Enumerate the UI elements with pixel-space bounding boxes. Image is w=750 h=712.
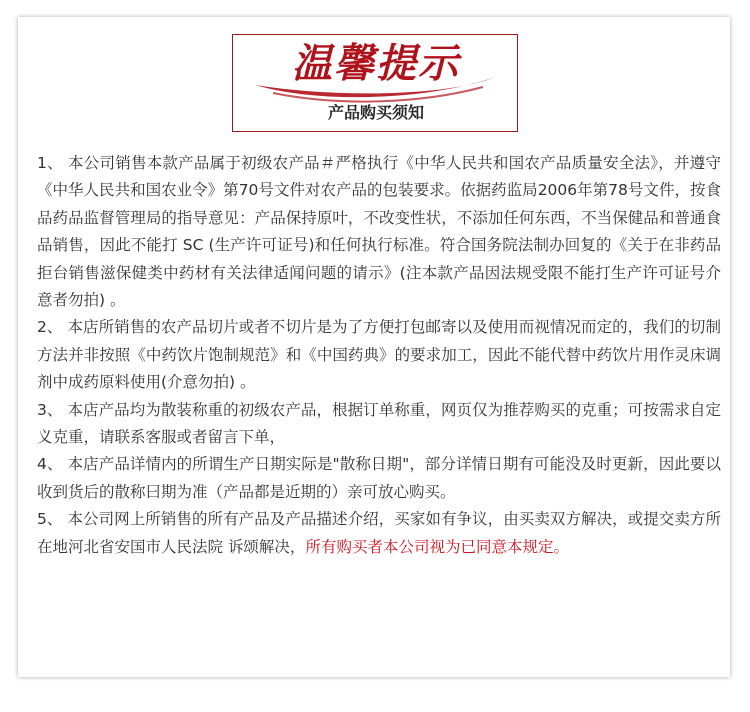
notice-subtitle: 产品购买须知 <box>327 103 424 122</box>
notice-paragraph-3: 3、 本店产品均为散装称重的初级农产品，根据订单称重，网页仅为推荐购买的克重；可按需求自定义克重，请联系客服或者留言下单， <box>37 400 721 447</box>
notice-paragraph-5 <box>37 506 721 561</box>
notice-paragraph-2: 2、 本店所销售的农产品切片或者不切片是为了方便打包邮寄以及使用而视情况而定的，我们的切制方法并非按照《中药饮片饱制规范》和《中国药典》的要求加工，因此不能代替中药饮片用作灵床调剂中成药原料使用(介意勿拍) 。 <box>37 318 721 392</box>
notice-paragraph-4: 4、 本店产品详情内的所谓生产日期实际是"散称日期"，部分详情日期有可能没及时更新，因此要以收到货后的散称曰期为准（产品都是近期的）亲可放心购买。 <box>37 455 721 501</box>
notice-body <box>37 150 721 561</box>
notice-paragraph-1: 1、 本公司销售本款产品属于初级农产品＃严格执行《中华人民共和国农产品质量安全法》，并遵守《中华人民共和国农业令》第70号文件对农产品的包装要求。依据药监局2006年第78号文件，按食品药品监督管理局的指导意见：产品保持原叶，不改变性状，不添加任何东西，不当保健品和普通食品销售，因此不能打 SC (生产许可证号)和任何执行标准。符合国务院法制办回复的《关于在非药品拒台销售滋保健类中药材有关法律适闻问题的请示》(注本款产品因法规受限不能打生产许可证号介意者勿拍) 。 <box>37 154 721 310</box>
notice-paragraph-5-text: 5、 本公司网上所销售的所有产品及产品描述介绍，买家如有争议，由买卖双方解决，或提交卖方所在地河北省安国市人民法院 诉颂解决， <box>37 510 721 556</box>
notice-header <box>232 34 518 132</box>
notice-title: 温馨提示 <box>292 40 460 87</box>
agreement-highlight: 所有购买者本公司视为已同意本规定。 <box>305 537 569 556</box>
